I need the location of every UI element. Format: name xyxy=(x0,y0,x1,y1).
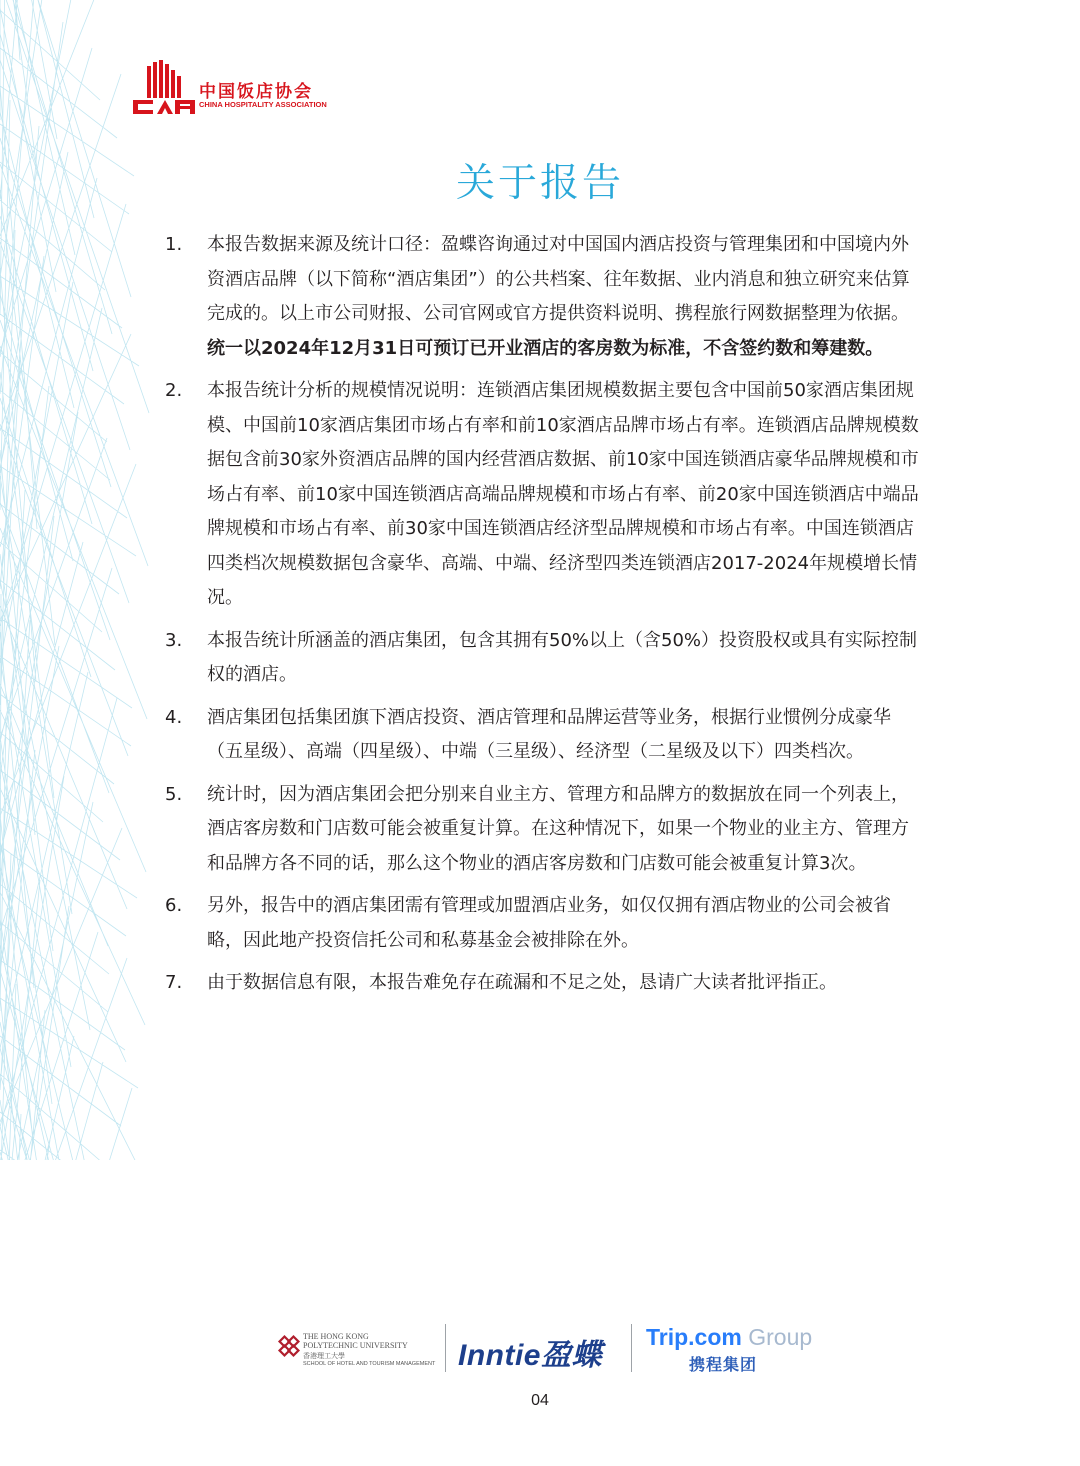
list-item xyxy=(165,778,925,882)
tripcom-group-word: Group xyxy=(741,1324,813,1350)
list-item-emphasis: 统一以2024年12月31日可预订已开业酒店的客房数为标准，不含签约数和筹建数。 xyxy=(207,337,884,359)
list-item-text xyxy=(207,966,925,1001)
list-item xyxy=(165,889,925,958)
list-item-text xyxy=(207,778,925,882)
partner-logos xyxy=(275,1320,835,1380)
list-item-body: 由于数据信息有限，本报告难免存在疏漏和不足之处，恳请广大读者批评指正。 xyxy=(207,972,837,993)
tripcom-wordmark: Trip.com xyxy=(646,1324,742,1350)
org-name-en: CHINA HOSPITALITY ASSOCIATION xyxy=(199,100,327,109)
report-list xyxy=(165,228,925,1009)
list-item xyxy=(165,374,925,616)
page-title: 关于报告 xyxy=(455,161,624,206)
decorative-wireframe-graphic xyxy=(0,0,150,1466)
polyu-logo xyxy=(275,1328,435,1376)
inntie-logo: Inntie盈蝶 xyxy=(458,1339,602,1372)
polyu-emblem-icon xyxy=(277,1334,301,1358)
logo-divider xyxy=(445,1324,446,1372)
polyu-name-cn: 香港理工大學 xyxy=(303,1352,345,1360)
list-item xyxy=(165,624,925,693)
list-item-number: 4. xyxy=(165,706,183,728)
list-item-text xyxy=(207,374,925,616)
list-item-number: 2. xyxy=(165,380,183,401)
logo-divider xyxy=(631,1324,632,1372)
list-item-text xyxy=(207,624,925,693)
tripcom-name-cn: 携程集团 xyxy=(689,1355,758,1374)
cha-logo xyxy=(133,60,333,116)
wireframe-fade xyxy=(0,1160,150,1466)
list-item xyxy=(165,228,925,366)
polyu-name-line1: THE HONG KONG xyxy=(303,1332,369,1341)
list-item xyxy=(165,701,925,770)
list-item-number: 3. xyxy=(165,629,183,651)
list-item-number: 1. xyxy=(165,234,183,255)
cha-emblem-icon xyxy=(133,60,195,116)
list-item-body: 本报告统计分析的规模情况说明：连锁酒店集团规模数据主要包含中国前50家酒店集团规模、中国前10家酒店集团市场占有率和前10家酒店品牌市场占有率。连锁酒店品牌规模数据包含前30家外资酒店品牌的国内经营酒店数据、前10家中国连锁酒店豪华品牌规模和市场占有率、前10家中国连锁酒店高端品牌规模和市场占有率、前20家中国连锁酒店中端品牌规模和市场占有率、前30家中国连锁酒店经济型品牌规模和市场占有率。中国连锁酒店四类档次规模数据包含豪华、高端、中端、经济型四类连锁酒店2017-2024年规模增长情况。 xyxy=(207,380,919,608)
list-item-text xyxy=(207,889,925,958)
list-item-number: 7. xyxy=(165,972,183,993)
list-item-number: 5. xyxy=(165,783,183,805)
list-item-number: 6. xyxy=(165,895,183,916)
list-item-text xyxy=(207,228,925,366)
list-item-body: 统计时，因为酒店集团会把分别来自业主方、管理方和品牌方的数据放在同一个列表上，酒店客房数和门店数可能会被重复计算。在这种情况下，如果一个物业的业主方、管理方和品牌方各不同的话，那么这个物业的酒店客房数和门店数可能会被重复计算3次。 xyxy=(207,783,909,874)
polyu-school-name: SCHOOL OF HOTEL AND TOURISM MANAGEMENT xyxy=(303,1361,436,1367)
list-item xyxy=(165,966,925,1001)
org-name-cn: 中国饭店协会 xyxy=(199,82,313,102)
polyu-name-line2: POLYTECHNIC UNIVERSITY xyxy=(303,1341,408,1350)
page-number: 04 xyxy=(531,1392,549,1409)
list-item-body: 酒店集团包括集团旗下酒店投资、酒店管理和品牌运营等业务，根据行业惯例分成豪华（五星级）、高端（四星级）、中端（三星级）、经济型（二星级及以下）四类档次。 xyxy=(207,706,891,762)
list-item-body: 本报告统计所涵盖的酒店集团，包含其拥有50%以上（含50%）投资股权或具有实际控制权的酒店。 xyxy=(207,629,918,685)
tripcom-logo xyxy=(646,1324,812,1351)
list-item-text xyxy=(207,701,925,770)
list-item-body: 本报告数据来源及统计口径：盈蝶咨询通过对中国国内酒店投资与管理集团和中国境内外资酒店品牌（以下简称“酒店集团”）的公共档案、往年数据、业内消息和独立研究来估算完成的。以上市公司财报、公司官网或官方提供资料说明、携程旅行网数据整理为依据。 xyxy=(207,234,910,324)
list-item-body: 另外，报告中的酒店集团需有管理或加盟酒店业务，如仅仅拥有酒店物业的公司会被省略，因此地产投资信托公司和私募基金会被排除在外。 xyxy=(207,895,891,951)
